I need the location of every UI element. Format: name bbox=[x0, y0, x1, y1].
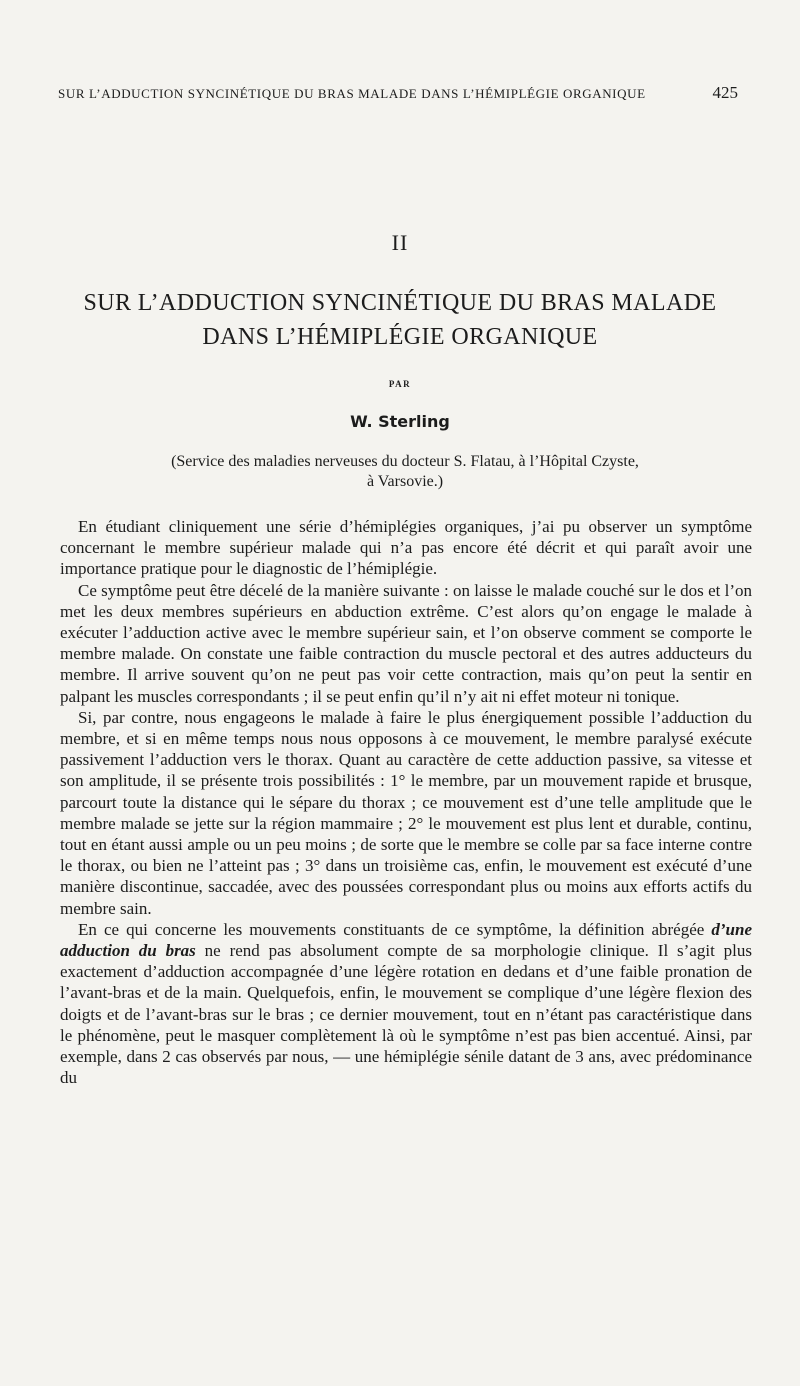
paragraph-2: Ce symptôme peut être décelé de la manière suivante : on laisse le malade couché sur le dos et l’on met les deux membres supérieurs en abduction extrême. C’est alors qu’on engage le malade à exécuter l’adduction active avec le membre supérieur sain, et l’on observe comment se comporte le membre malade. On constate une faible contraction du muscle pectoral et des autres adducteurs du membre. Il arrive souvent qu’on ne peut pas voir cette contraction, mais qu’on peut la sentir en palpant les muscles correspondants ; il se peut enfin qu’il n’y ait ni effet moteur ni tonique. bbox=[60, 580, 752, 706]
affiliation-line-2: à Varsovie.) bbox=[366, 473, 444, 490]
running-head bbox=[58, 83, 738, 102]
paragraph-4-emphasis: d’une adduction du bras bbox=[60, 919, 752, 961]
article-title-line-1: SUR L’ADDUCTION SYNCINÉTIQUE DU BRAS MALADE bbox=[83, 290, 717, 316]
article-title-line-2: DANS L’HÉMIPLÉGIE ORGANIQUE bbox=[202, 324, 598, 350]
paragraph-3: Si, par contre, nous engageons le malade à faire le plus énergiquement possible l’adduction du membre, et si en même temps nous nous opposons à ce mouvement, le membre paralysé exécute passivement l’adduction vers le thorax. Quant au caractère de cette adduction passive, sa vitesse et son amplitude, il se présente trois possibilités : 1° le membre, par un mouvement rapide et brusque, parcourt toute la distance qui le sépare du thorax ; ce mouvement est d’une telle amplitude que le membre malade se jette sur la région mammaire ; 2° le mouvement est plus lent et durable, continu, tout en étant aussi ample ou un peu moins ; de sorte que le membre se colle par sa face interne contre le thorax, ou bien ne l’atteint pas ; 3° dans un troisième cas, enfin, le mouvement est exécuté d’une manière discontinue, saccadée, avec des poussées correspondant plus ou moins aux efforts actifs du membre sain. bbox=[60, 707, 752, 918]
article-title bbox=[40, 286, 760, 354]
affiliation-line-1: (Service des maladies nerveuses du docteur S. Flatau, à l’Hôpital Czyste, bbox=[171, 453, 639, 470]
author-affiliation bbox=[60, 452, 750, 492]
article-body bbox=[60, 516, 752, 1088]
author-name: W. Sterling bbox=[350, 412, 450, 431]
paragraph-4-part-2: ne rend pas absolument compte de sa morphologie clinique. Il s’agit plus exactement d’adduction accompagnée d’une légère rotation en dedans et d’une faible pronation de l’avant-bras et de la main. Quelquefois, enfin, le mouvement se complique d’une légère flexion des doigts et de l’avant-bras sur le bras ; ce dernier mouvement, tout en n’étant pas caractéristique dans le phénomène, peut le masquer complètement là où le symptôme n’est pas bien accentué. Ainsi, par exemple, dans 2 cas observés par nous, — une hémiplégie sénile datant de 3 ans, avec prédominance du bbox=[60, 941, 752, 1088]
paragraph-1: En étudiant cliniquement une série d’hémiplégies organiques, j’ai pu observer un symptôme concernant le membre supérieur malade qui n’a pas encore été décrit et qui paraît avoir une importance pratique pour le diagnostic de l’hémiplégie. bbox=[60, 517, 752, 579]
paragraph-4-part-1: En ce qui concerne les mouvements constituants de ce symptôme, la définition abrégée bbox=[78, 919, 712, 939]
by-label: PAR bbox=[388, 379, 412, 389]
running-head-title: SUR L’ADDUCTION SYNCINÉTIQUE DU BRAS MALADE DANS L’HÉMIPLÉGIE ORGANIQUE bbox=[58, 86, 646, 101]
section-number: II bbox=[391, 230, 409, 255]
page-number: 425 bbox=[712, 83, 738, 102]
paragraph-4 bbox=[60, 919, 752, 1089]
